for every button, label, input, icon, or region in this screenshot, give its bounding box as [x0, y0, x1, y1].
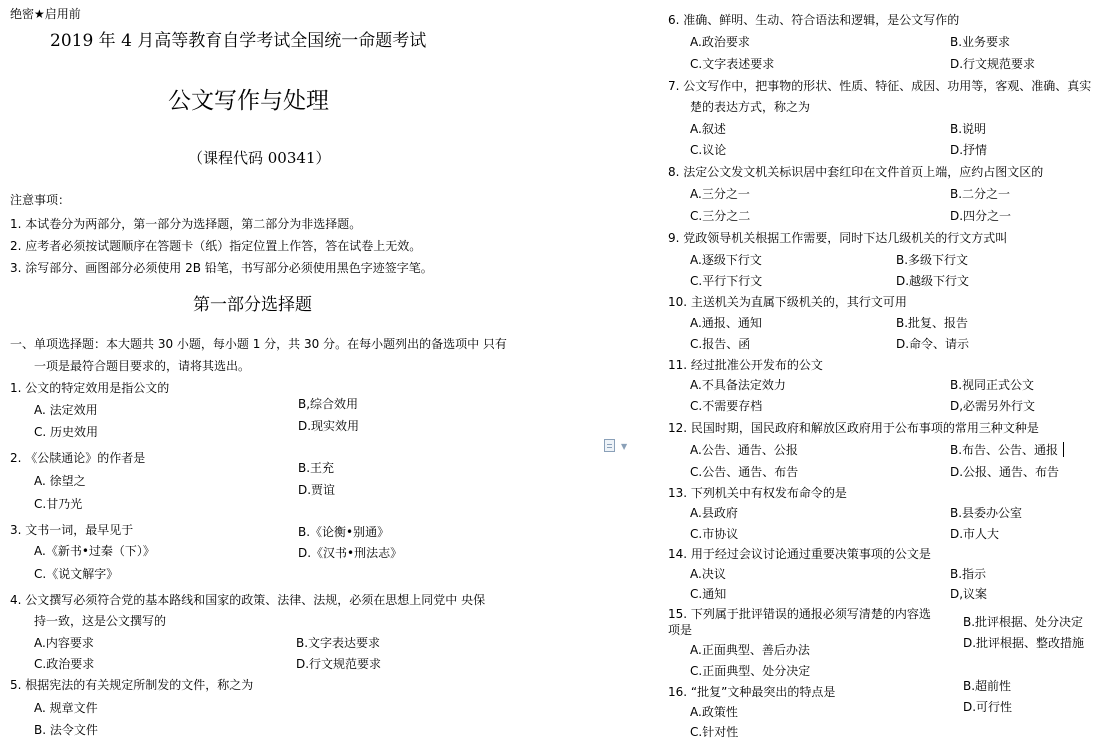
option-d: D.贾谊 [298, 483, 336, 497]
option-b: B.批复、报告 [896, 316, 969, 330]
option-d: D.行文规范要求 [296, 657, 382, 671]
question-stem-cont: 项是 [668, 623, 693, 637]
subject-title: 公文写作与处理 [168, 88, 329, 114]
question-stem: 13. 下列机关中有权发布命令的是 [668, 486, 847, 500]
option-d: D.公报、通告、布告 [950, 465, 1060, 479]
option-a: A. 规章文件 [34, 701, 98, 715]
option-b: B.说明 [950, 122, 987, 136]
question-stem: 2. 《公牍通论》的作者是 [10, 451, 146, 465]
question-stem: 5. 根据宪法的有关规定所制发的文件，称之为 [10, 678, 254, 692]
option-c: C.《说文解字》 [34, 567, 119, 581]
option-b: B.指示 [950, 567, 987, 581]
option-d: D.现实效用 [298, 419, 360, 433]
option-c: C.三分之二 [690, 209, 751, 223]
option-b: B.县委办公室 [950, 506, 1023, 520]
course-code: （课程代码 00341） [188, 149, 331, 167]
notice-item: 3. 涂写部分、画图部分必须使用 2B 铅笔，书写部分必须使用黑色字迹签字笔。 [10, 261, 433, 275]
option-a: A.不具备法定效力 [690, 378, 786, 392]
question-stem: 14. 用于经过会议讨论通过重要决策事项的公文是 [668, 547, 931, 561]
option-d: D.批评根据、整改措施 [963, 636, 1085, 650]
notice-item: 1. 本试卷分为两部分，第一部分为选择题，第二部分为非选择题。 [10, 217, 362, 231]
notice-title: 注意事项： [10, 193, 71, 207]
option-a: A.叙述 [690, 122, 726, 136]
option-d: D.市人大 [950, 527, 1000, 541]
option-b: B.超前性 [963, 679, 1012, 693]
option-d: D.《汉书•刑法志》 [298, 546, 403, 560]
question-stem-cont: 持一致，这是公文撰写的 [34, 614, 167, 628]
section-intro-cont: 一项是最符合题目要求的，请将其选出。 [34, 359, 251, 373]
option-c: C.议论 [690, 143, 727, 157]
document-icon[interactable] [604, 439, 615, 452]
option-d: D.抒情 [950, 143, 988, 157]
option-d: D.四分之一 [950, 209, 1012, 223]
question-stem: 16. “批复”文种最突出的特点是 [668, 685, 836, 699]
option-b: B.业务要求 [950, 35, 1011, 49]
question-stem: 4. 公文撰写必须符合党的基本路线和国家的政策、法律、法规，必须在思想上同党中 央保 [10, 593, 486, 607]
option-c: C.政治要求 [34, 657, 95, 671]
option-c: C.公告、通告、布告 [690, 465, 799, 479]
part-one-title: 第一部分选择题 [193, 295, 312, 315]
option-c: C.文字表述要求 [690, 57, 775, 71]
question-stem: 11. 经过批准公开发布的公文 [668, 358, 823, 372]
option-a: A.公告、通告、公报 [690, 443, 798, 457]
option-c: C.正面典型、处分决定 [690, 664, 811, 678]
option-d: D,必需另外行文 [950, 399, 1036, 413]
option-a: A.三分之一 [690, 187, 750, 201]
option-b: B.批评根据、处分决定 [963, 615, 1084, 629]
question-stem: 9. 党政领导机关根据工作需要，同时下达几级机关的行文方式叫 [668, 231, 1008, 245]
option-c: C. 历史效用 [34, 425, 99, 439]
text-cursor [1063, 442, 1064, 457]
option-a: A. 法定效用 [34, 403, 98, 417]
option-c: C.通知 [690, 587, 727, 601]
option-a: A.正面典型、善后办法 [690, 643, 810, 657]
question-stem-cont: 楚的表达方式，称之为 [690, 100, 811, 114]
option-d: D.越级下行文 [896, 274, 970, 288]
question-stem: 10. 主送机关为直属下级机关的，其行文可用 [668, 295, 907, 309]
question-stem: 3. 文书一词，最早见于 [10, 523, 134, 537]
option-c: C.报告、函 [690, 337, 751, 351]
option-c: C.市协议 [690, 527, 739, 541]
option-a: A.政策性 [690, 705, 738, 719]
secret-label: 绝密★启用前 [10, 7, 81, 21]
option-d: D.命令、请示 [896, 337, 970, 351]
option-b: B.布告、公告、通报 [950, 443, 1059, 457]
question-stem: 1. 公文的特定效用是指公文的 [10, 381, 170, 395]
question-stem: 8. 法定公文发文机关标识居中套红印在文件首页上端，应约占图文区的 [668, 165, 1044, 179]
option-a: A.《新书•过秦（下）》 [34, 544, 155, 558]
option-b: B.二分之一 [950, 187, 1011, 201]
question-stem: 7. 公文写作中，把事物的形状、性质、特征、成因、功用等，客观、准确、真实 [668, 79, 1092, 93]
option-d: D.可行性 [963, 700, 1013, 714]
notice-item: 2. 应考者必须按试题顺序在答题卡（纸）指定位置上作答，答在试卷上无效。 [10, 239, 422, 253]
option-a: A.内容要求 [34, 636, 94, 650]
option-a: A.政治要求 [690, 35, 750, 49]
exam-title: 2019 年 4 月高等教育自学考试全国统一命题考试 [50, 31, 427, 51]
option-c: C.不需要存档 [690, 399, 763, 413]
option-b: B. 法令文件 [34, 723, 98, 737]
option-b: B.视同正式公文 [950, 378, 1035, 392]
dropdown-arrow-icon[interactable]: ▼ [621, 442, 628, 451]
option-a: A.决议 [690, 567, 726, 581]
option-c: C.针对性 [690, 725, 739, 739]
option-b: B,综合效用 [298, 397, 359, 411]
option-c: C.平行下行文 [690, 274, 763, 288]
option-a: A.县政府 [690, 506, 738, 520]
option-d: D.行文规范要求 [950, 57, 1036, 71]
option-b: B.王充 [298, 461, 335, 475]
option-c: C.甘乃光 [34, 497, 83, 511]
section-intro: 一、单项选择题：本大题共 30 小题，每小题 1 分，共 30 分。在每小题列出的备选项中 只有 [10, 337, 507, 351]
option-b: B.文字表达要求 [296, 636, 381, 650]
question-stem: 15. 下列属于批评错误的通报必须写清楚的内容选 [668, 607, 931, 621]
option-b: B.《论衡•别通》 [298, 525, 390, 539]
option-d: D,议案 [950, 587, 988, 601]
question-stem: 12. 民国时期，国民政府和解放区政府用于公布事项的常用三种文种是 [668, 421, 1039, 435]
option-b: B.多级下行文 [896, 253, 969, 267]
option-a: A.逐级下行文 [690, 253, 762, 267]
option-a: A. 徐望之 [34, 474, 86, 488]
option-a: A.通报、通知 [690, 316, 762, 330]
question-stem: 6. 准确、鲜明、生动、符合语法和逻辑，是公文写作的 [668, 13, 960, 27]
